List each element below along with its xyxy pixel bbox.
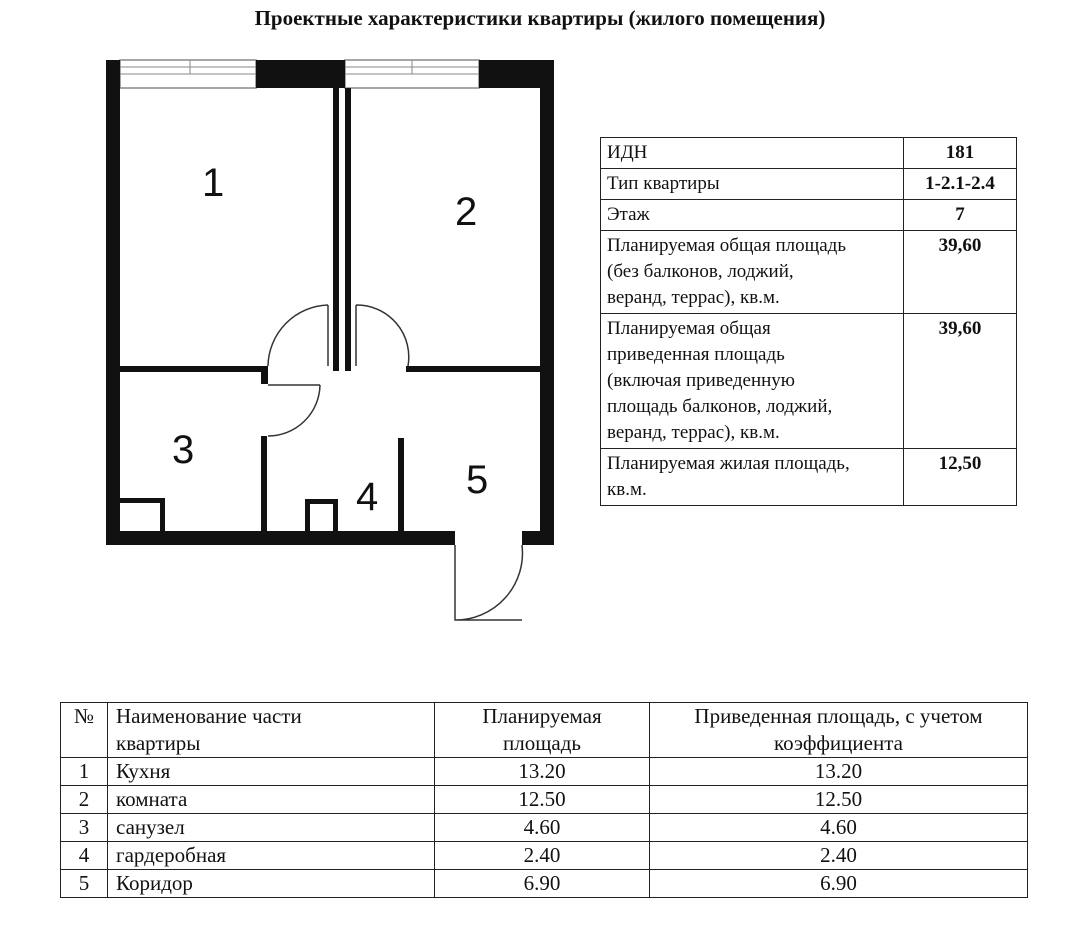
property-label bbox=[601, 449, 904, 506]
property-value: 7 bbox=[904, 200, 1017, 231]
plan-label-2: 2 bbox=[455, 190, 478, 234]
plan-label-5: 5 bbox=[466, 458, 489, 502]
page-title: Проектные характеристики квартиры (жилого помещения) bbox=[254, 6, 826, 30]
table-row bbox=[61, 870, 1028, 898]
table-row bbox=[601, 231, 1017, 314]
row-num: 4 bbox=[61, 842, 108, 870]
property-label: Этаж bbox=[601, 200, 904, 231]
header-line: Наименование части bbox=[116, 704, 302, 728]
property-value: 39,60 bbox=[904, 314, 1017, 449]
property-value: 39,60 bbox=[904, 231, 1017, 314]
label-line: (без балконов, лоджий, bbox=[607, 261, 794, 282]
plan-label-1: 1 bbox=[202, 161, 225, 205]
header-adjusted bbox=[650, 703, 1028, 758]
row-area: 2.40 bbox=[435, 842, 650, 870]
row-adjusted: 6.90 bbox=[650, 870, 1028, 898]
row-name: Коридор bbox=[108, 870, 435, 898]
label-line: Планируемая жилая площадь, bbox=[607, 453, 850, 474]
window-1 bbox=[120, 60, 256, 88]
row-num: 1 bbox=[61, 758, 108, 786]
row-area: 12.50 bbox=[435, 786, 650, 814]
label-line: (включая приведенную bbox=[607, 370, 795, 391]
row-name: санузел bbox=[108, 814, 435, 842]
table-row bbox=[61, 842, 1028, 870]
header-num: № bbox=[61, 703, 108, 758]
properties-table bbox=[600, 137, 1017, 506]
property-label: ИДН bbox=[601, 138, 904, 169]
row-adjusted: 12.50 bbox=[650, 786, 1028, 814]
label-line: приведенная площадь bbox=[607, 344, 785, 365]
row-name: гардеробная bbox=[108, 842, 435, 870]
header-line: квартиры bbox=[116, 731, 201, 755]
property-label: Тип квартиры bbox=[601, 169, 904, 200]
plan-label-4: 4 bbox=[356, 475, 379, 519]
table-row bbox=[601, 169, 1017, 200]
header-line: Приведенная площадь, с учетом bbox=[694, 704, 983, 728]
table-header-row bbox=[61, 703, 1028, 758]
row-name: комната bbox=[108, 786, 435, 814]
property-value: 1-2.1-2.4 bbox=[904, 169, 1017, 200]
property-label bbox=[601, 314, 904, 449]
label-line: веранд, террас), кв.м. bbox=[607, 422, 780, 443]
table-row bbox=[61, 786, 1028, 814]
header-name bbox=[108, 703, 435, 758]
header-line: Планируемая bbox=[482, 704, 602, 728]
rooms-table bbox=[60, 702, 1028, 898]
row-area: 6.90 bbox=[435, 870, 650, 898]
row-area: 4.60 bbox=[435, 814, 650, 842]
property-value: 181 bbox=[904, 138, 1017, 169]
row-num: 5 bbox=[61, 870, 108, 898]
header-line: площадь bbox=[503, 731, 581, 755]
row-adjusted: 4.60 bbox=[650, 814, 1028, 842]
row-adjusted: 2.40 bbox=[650, 842, 1028, 870]
row-num: 3 bbox=[61, 814, 108, 842]
property-label bbox=[601, 231, 904, 314]
window-2 bbox=[345, 60, 479, 88]
label-line: веранд, террас), кв.м. bbox=[607, 287, 780, 308]
table-row bbox=[601, 449, 1017, 506]
row-adjusted: 13.20 bbox=[650, 758, 1028, 786]
table-row bbox=[601, 138, 1017, 169]
label-line: площадь балконов, лоджий, bbox=[607, 396, 833, 417]
row-area: 13.20 bbox=[435, 758, 650, 786]
label-line: кв.м. bbox=[607, 479, 647, 500]
table-row bbox=[601, 314, 1017, 449]
label-line: Планируемая общая площадь bbox=[607, 235, 846, 256]
table-row bbox=[61, 758, 1028, 786]
floor-plan bbox=[100, 55, 560, 630]
label-line: Планируемая общая bbox=[607, 318, 771, 339]
header-line: коэффициента bbox=[774, 731, 903, 755]
header-area bbox=[435, 703, 650, 758]
table-row bbox=[61, 814, 1028, 842]
row-num: 2 bbox=[61, 786, 108, 814]
plan-label-3: 3 bbox=[172, 428, 195, 472]
table-row bbox=[601, 200, 1017, 231]
row-name: Кухня bbox=[108, 758, 435, 786]
property-value: 12,50 bbox=[904, 449, 1017, 506]
